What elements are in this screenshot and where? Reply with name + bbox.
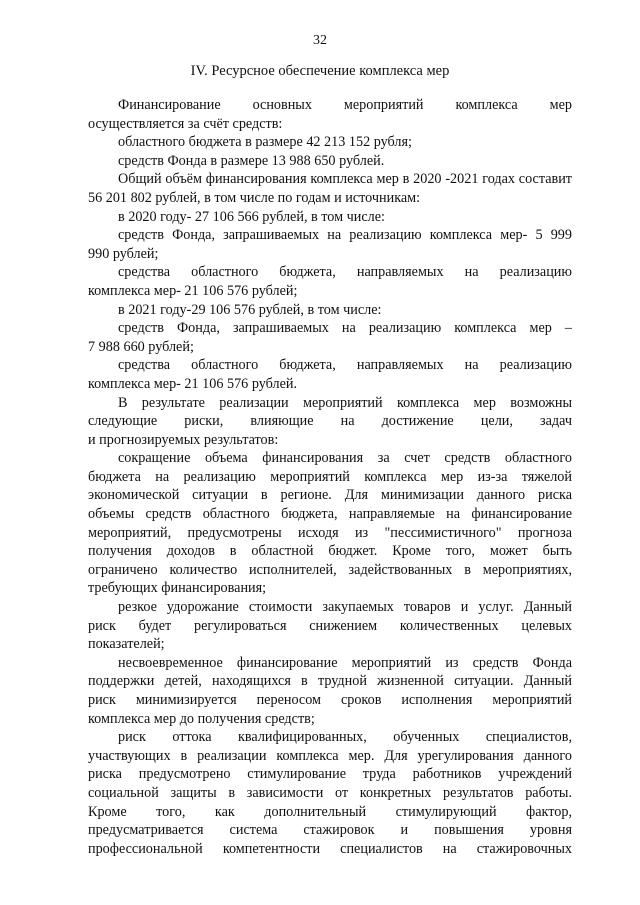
text-line: средств Фонда, запрашиваемых на реализацию комплекса мер – <box>118 320 572 337</box>
text-line: риск минимизируется переносом сроков исполнения мероприятий <box>88 692 572 708</box>
text-line: Кроме того, как дополнительный стимулирующий фактор, <box>88 803 572 820</box>
text-line: комплекса мер до получения средств; <box>88 710 315 727</box>
text-line: объемы средств областного бюджета, направляемые на финансирование <box>88 506 572 523</box>
text-line: мероприятий, предусмотрены исходя из "пессимистичного" прогноза <box>88 524 572 541</box>
text-line: областного бюджета в размере 42 213 152 рубля; <box>118 134 412 151</box>
text-line: в 2020 году- 27 106 566 рублей, в том числе: <box>118 208 385 225</box>
text-line: следующие риски, влияющие на достижение цели, задач <box>88 413 572 430</box>
text-line: сокращение объема финансирования за счет средств областного <box>118 450 572 467</box>
text-line: 56 201 802 рублей, в том числе по годам и источникам: <box>88 189 421 206</box>
text-line: участвующих в реализации комплекса мер. Для урегулирования данного <box>88 747 572 764</box>
text-line: ограничено количество исполнителей, задействованных в мероприятиях, <box>88 561 572 578</box>
body-text <box>88 96 572 858</box>
text-line: комплекса мер- 21 106 576 рублей. <box>88 375 298 392</box>
page-number: 32 <box>313 33 327 48</box>
text-line: риска предусмотрено стимулирование труда работников учреждений <box>88 766 572 783</box>
text-line: профессиональной компетентности специалистов на стажировочных <box>88 840 572 857</box>
text-line: Общий объём финансирования комплекса мер в 2020 -2021 годах составит <box>118 171 572 188</box>
text-line: в 2021 году-29 106 576 рублей, в том числе: <box>118 301 382 318</box>
section-title: IV. Ресурсное обеспечение комплекса мер <box>190 63 450 79</box>
text-line: средств Фонда, запрашиваемых на реализацию комплекса мер- 5 999 <box>118 227 572 244</box>
text-line: Финансирование основных мероприятий комплекса мер <box>118 97 572 113</box>
text-line: показателей; <box>88 636 165 653</box>
text-line: требующих финансирования; <box>88 580 267 597</box>
text-line: поддержки детей, находящихся в трудной жизненной ситуации. Данный <box>88 673 572 690</box>
text-line: средства областного бюджета, направляемых на реализацию <box>118 357 572 374</box>
text-line: комплекса мер- 21 106 576 рублей; <box>88 282 298 299</box>
text-line: риск будет регулироваться снижением количественных целевых <box>88 617 572 634</box>
text-line: экономической ситуации в регионе. Для минимизации данного риска <box>88 487 572 504</box>
text-line: несвоевременное финансирование мероприятий из средств Фонда <box>118 654 572 671</box>
text-line: 990 рублей; <box>88 245 159 262</box>
text-line: получения доходов в областной бюджет. Кроме того, может быть <box>88 543 572 560</box>
text-line: и прогнозируемых результатов: <box>88 431 279 448</box>
text-line: 7 988 660 рублей; <box>88 338 194 355</box>
text-line: предусматривается система стажировок и повышения уровня <box>88 822 572 839</box>
text-line: резкое удорожание стоимости закупаемых товаров и услуг. Данный <box>118 599 572 616</box>
text-line: риск оттока квалифицированных, обученных специалистов, <box>118 729 572 746</box>
text-line: бюджета на реализацию мероприятий комплекса мер из-за тяжелой <box>88 468 572 485</box>
text-line: средств Фонда в размере 13 988 650 рублей. <box>118 152 385 169</box>
text-line: средства областного бюджета, направляемых на реализацию <box>118 264 572 281</box>
text-line: социальной защиты в зависимости от конкретных результатов работы. <box>88 784 572 801</box>
text-line: В результате реализации мероприятий комплекса мер возможны <box>118 394 572 411</box>
text-line: осуществляется за счёт средств: <box>88 115 283 132</box>
